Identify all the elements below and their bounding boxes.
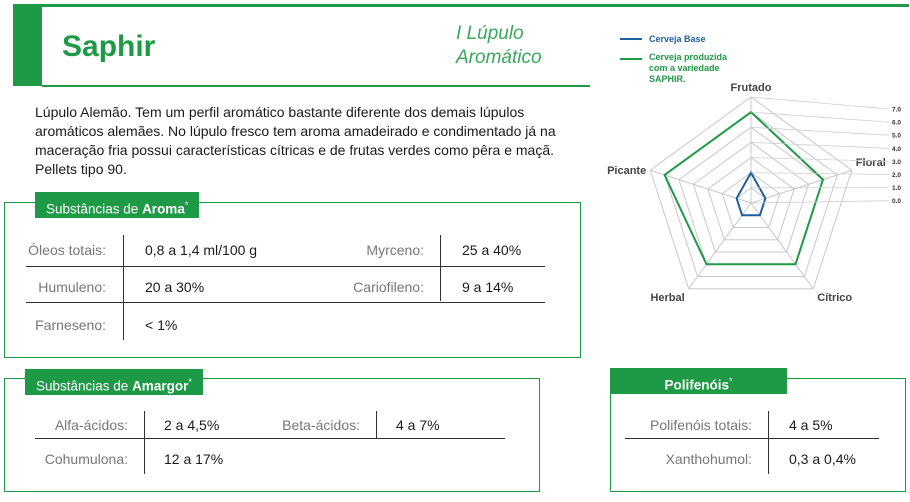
polifenois-title: Polifenóis <box>664 377 729 393</box>
radar-scale-tick: 6.0 <box>892 119 902 127</box>
amargor-value-beta: 4 a 7% <box>396 417 440 433</box>
aroma-col-rule-2 <box>440 235 441 301</box>
radar-scale-tick: 3.0 <box>892 158 902 166</box>
amargor-value-alfa: 2 a 4,5% <box>164 417 220 433</box>
polifenois-panel-title <box>610 368 787 394</box>
polifenois-title-mark: * <box>729 376 733 386</box>
aroma-value-myrceno: 25 a 40% <box>462 242 522 258</box>
aroma-col-rule-1 <box>123 235 124 340</box>
aroma-value-oleos: 0,8 a 1,4 ml/100 g <box>145 242 258 258</box>
page-subtitle <box>456 22 542 70</box>
header-top-rule <box>13 4 909 7</box>
radar-scale-leader <box>751 201 889 203</box>
polifenois-value-xanthohumol: 0,3 a 0,4% <box>789 451 856 467</box>
amargor-col-rule-1 <box>144 411 145 474</box>
radar-scale-tick: 5.0 <box>892 132 902 140</box>
radar-axis-label: Cítrico <box>817 291 853 304</box>
amargor-label-cohumulona: Cohumulona: <box>44 451 128 467</box>
aroma-radar-chart <box>607 82 910 304</box>
aroma-label-myrceno: Myrceno: <box>366 242 424 258</box>
hop-description: Lúpulo Alemão. Tem um perfil aromático bastante diferente dos demais lúpulos aromáticos alemães. No lúpulo fresco tem aroma amadeirado e condimentado já na maceração fria possui características cítricas e de frutas verdes como pêra e maçã. Pellets tipo 90. <box>35 104 556 177</box>
amargor-col-rule-2 <box>376 411 377 438</box>
polifenois-value-totais: 4 a 5% <box>789 417 833 433</box>
radar-axis-label: Picante <box>607 165 647 178</box>
legend-swatch-saphir <box>620 58 642 60</box>
polifenois-col-rule <box>768 411 769 474</box>
legend-saphir-line-2: com a variedade <box>649 63 720 73</box>
amargor-label-alfa: Alfa-ácidos: <box>54 417 128 433</box>
aroma-title-mark: * <box>184 200 189 210</box>
radar-scale-leader <box>751 112 889 122</box>
aroma-value-farneseno: < 1% <box>145 317 178 333</box>
polifenois-divider <box>625 438 879 439</box>
aroma-label-farneseno: Farneseno: <box>35 317 106 333</box>
aroma-title-prefix: Substâncias de <box>46 201 143 217</box>
page-title: Saphir <box>62 30 156 63</box>
amargor-label-beta: Beta-ácidos: <box>282 417 360 433</box>
aroma-value-humuleno: 20 a 30% <box>145 279 205 295</box>
header-accent-bar <box>13 4 42 86</box>
radar-scale-leader <box>751 173 889 175</box>
amargor-panel <box>4 378 540 492</box>
amargor-title-mark: * <box>188 377 192 387</box>
amargor-value-cohumulona: 12 a 17% <box>164 451 224 467</box>
radar-scale-tick: 0.0 <box>892 198 902 206</box>
radar-scale-tick: 2.0 <box>892 172 902 179</box>
radar-axis-label: Herbal <box>650 291 685 304</box>
aroma-label-oleos: Óleos totais: <box>28 242 106 258</box>
aroma-label-cariofileno: Cariofileno: <box>353 279 424 295</box>
subtitle-line-2: Aromático <box>456 47 542 68</box>
polifenois-label-xanthohumol: Xanthohumol: <box>665 451 752 467</box>
radar-axis-label: Frutado <box>730 82 772 94</box>
polifenois-label-totais: Polifenóis totais: <box>650 417 752 433</box>
series-saphir-line <box>665 112 823 264</box>
radar-scale-leader <box>751 97 889 109</box>
aroma-label-humuleno: Humuleno: <box>38 279 106 295</box>
amargor-panel-title <box>25 369 203 395</box>
aroma-title-bold: Aroma <box>142 201 185 217</box>
amargor-title-bold: Amargor <box>132 378 189 394</box>
aroma-panel-title <box>35 192 199 218</box>
legend-label-saphir <box>649 52 727 85</box>
aroma-value-cariofileno: 9 a 14% <box>462 279 514 295</box>
amargor-divider <box>35 438 505 439</box>
polifenois-panel <box>610 378 906 492</box>
legend-label-base: Cerveja Base <box>649 34 706 44</box>
aroma-divider-1 <box>26 266 545 267</box>
subtitle-line-1: I Lúpulo <box>456 23 524 44</box>
amargor-title-prefix: Substâncias de <box>36 378 133 394</box>
aroma-divider-2 <box>26 302 545 303</box>
radar-scale-tick: 1.0 <box>892 185 902 193</box>
radar-axis-label: Floral <box>855 157 886 170</box>
legend-saphir-line-1: Cerveja produzida <box>649 52 728 62</box>
legend-saphir-line-3: SAPHIR. <box>649 74 686 84</box>
radar-scale-tick: 7.0 <box>892 106 902 114</box>
radar-scale-tick: 4.0 <box>892 145 902 153</box>
header-bottom-rule <box>42 85 590 87</box>
legend-swatch-base <box>620 38 642 40</box>
